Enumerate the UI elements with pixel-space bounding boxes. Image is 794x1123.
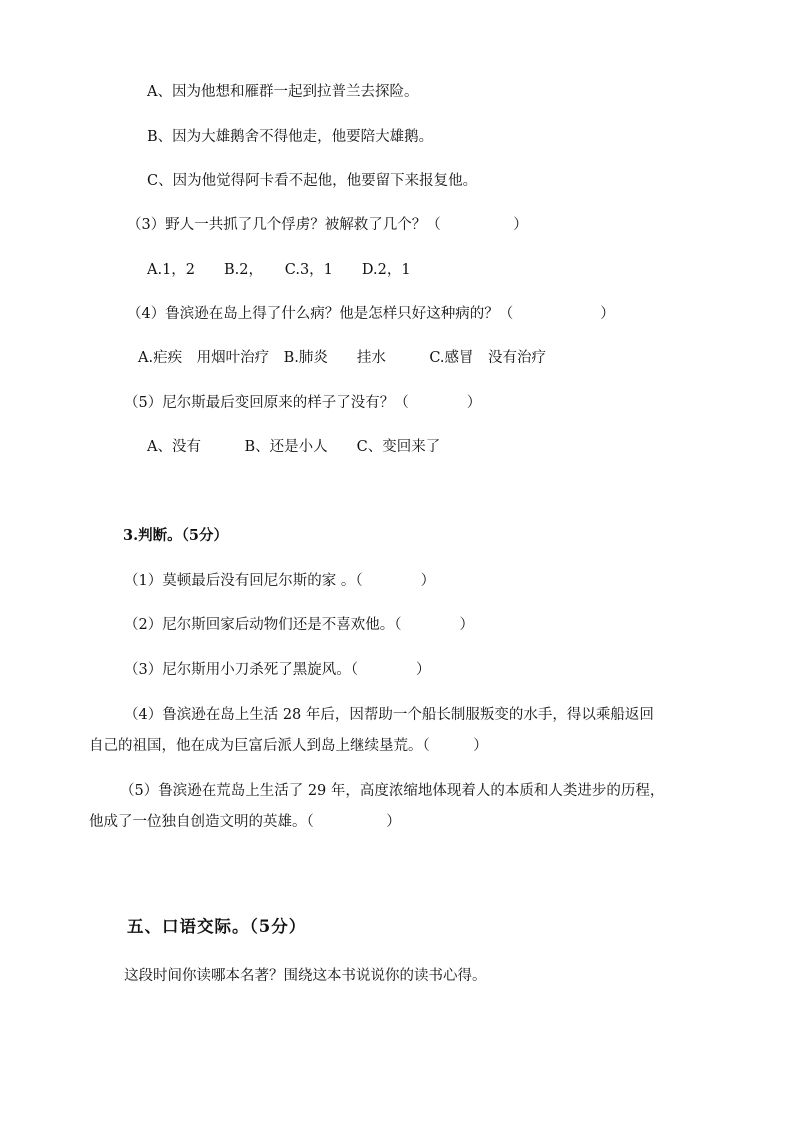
judgment-item-1: （1）莫顿最后没有回尼尔斯的家 。（ ） (124, 573, 436, 589)
q4-options: A.疟疾 用烟叶治疗 B.肺炎 挂水 C.感冒 没有治疗 (138, 350, 547, 366)
section5-heading: 五、口语交际。（5分） (127, 917, 307, 936)
q5-question: （5）尼尔斯最后变回原来的样子了没有？（ ） (124, 395, 482, 411)
q5-options: A、没有 B、还是小人 C、变回来了 (147, 439, 441, 455)
q3-options: A.1，2 B.2， C.3，1 D.2，1 (147, 262, 411, 278)
judgment-item-5-line-1: （5）鲁滨逊在荒岛上生活了 29 年，高度浓缩地体现着人的本质和人类进步的历程， (120, 783, 665, 799)
q3-question: （3）野人一共抓了几个俘虏？被解救了几个？（ ） (127, 217, 528, 233)
judgment-item-5-line-2: 他成了一位独自创造文明的英雄。（ ） (89, 814, 401, 830)
q2-option-b: B、因为大雄鹅舍不得他走，他要陪大雄鹅。 (147, 129, 434, 145)
q2-option-c: C、因为他觉得阿卡看不起他，他要留下来报复他。 (147, 173, 478, 189)
section3-heading: 3.判断。（5分） (123, 527, 228, 544)
judgment-item-4-line-2: 自己的祖国，他在成为巨富后派人到岛上继续垦荒。（ ） (89, 738, 488, 754)
judgment-item-2: （2）尼尔斯回家后动物们还是不喜欢他。（ ） (124, 617, 474, 633)
q2-option-a: A、因为他想和雁群一起到拉普兰去探险。 (147, 84, 419, 100)
q4-question: （4）鲁滨逊在岛上得了什么病？他是怎样只好这种病的？（ ） (127, 306, 615, 322)
judgment-item-3: （3）尼尔斯用小刀杀死了黑旋风。（ ） (124, 662, 431, 678)
section5-prompt: 这段时间你读哪本名著？围绕这本书说说你的读书心得。 (124, 968, 487, 984)
judgment-item-4-line-1: （4）鲁滨逊在岛上生活 28 年后，因帮助一个船长制服叛变的水手，得以乘船返回 (124, 707, 654, 723)
